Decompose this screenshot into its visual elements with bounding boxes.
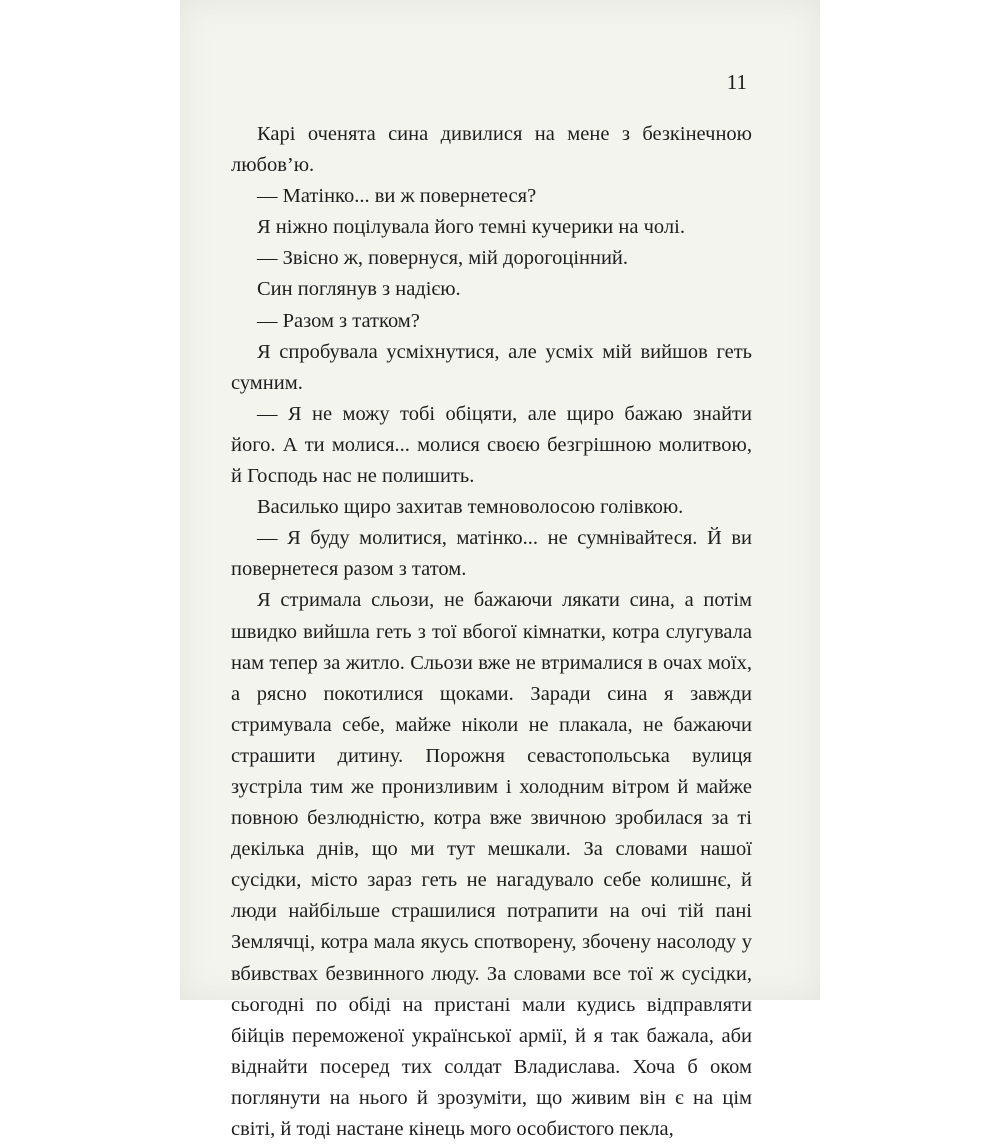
page-number: 11 — [726, 70, 747, 94]
paragraph: — Разом з татком? — [257, 309, 420, 332]
paragraph: Син поглянув з надією. — [257, 278, 461, 301]
paragraph: — Звісно ж, повернуся, мій дорогоцінний. — [257, 247, 629, 270]
body-text — [231, 119, 752, 1145]
paragraph: Я стримала сльози, не бажаючи лякати сина, а потім швидко вийшла геть з тої вбогої кімнатки, котра слугувала нам тепер за житло. Сльози вже не втрималися в очах моїх, а рясно покотилися щоками. Заради сина я завжди стримувала себе, майже ніколи не плакала, не бажаючи страшити дитину. Порожня севастопольська вулиця зустріла тим же пронизливим і холодним вітром й майже повною безлюдністю, котра вже звичною зробилася за ті декілька днів, що ми тут мешкали. За словами нашої сусідки, місто зараз геть не нагадувало себе колишнє, й люди найбільше страшилися потрапити на очі тій пані Землячці, котра мала якусь спотворену, збочену насолоду у вбивствах безвинного люду. За словами все тої ж сусідки, сьогодні по обіді на пристані мали кудись відправляти бійців переможеної української армії, й я так бажала, аби віднайти посеред тих солдат Владислава. Хоча б оком поглянути на нього й зрозуміти, що живим він є на цім світі, й тоді настане кінець мого особистого пекла, — [231, 589, 752, 1140]
paragraph: — Матінко... ви ж повернетеся? — [257, 185, 537, 208]
book-page — [180, 0, 820, 1140]
paragraph: Карі оченята сина дивилися на мене з безкінечною любов’ю. — [231, 123, 752, 177]
paragraph: Я ніжно поцілувала його темні кучерики на чолі. — [257, 216, 685, 239]
paragraph: — Я буду молитися, матінко... не сумнівайтеся. Й ви повернетеся разом з татом. — [231, 527, 752, 581]
paragraph: — Я не можу тобі обіцяти, але щиро бажаю знайти його. А ти молися... молися своєю безгрішною молитвою, й Господь нас не полишить. — [231, 402, 752, 488]
paragraph: Я спробувала усміхнутися, але усміх мій вийшов геть сумним. — [231, 340, 752, 394]
paragraph: Василько щиро захитав темноволосою голівкою. — [257, 496, 684, 519]
